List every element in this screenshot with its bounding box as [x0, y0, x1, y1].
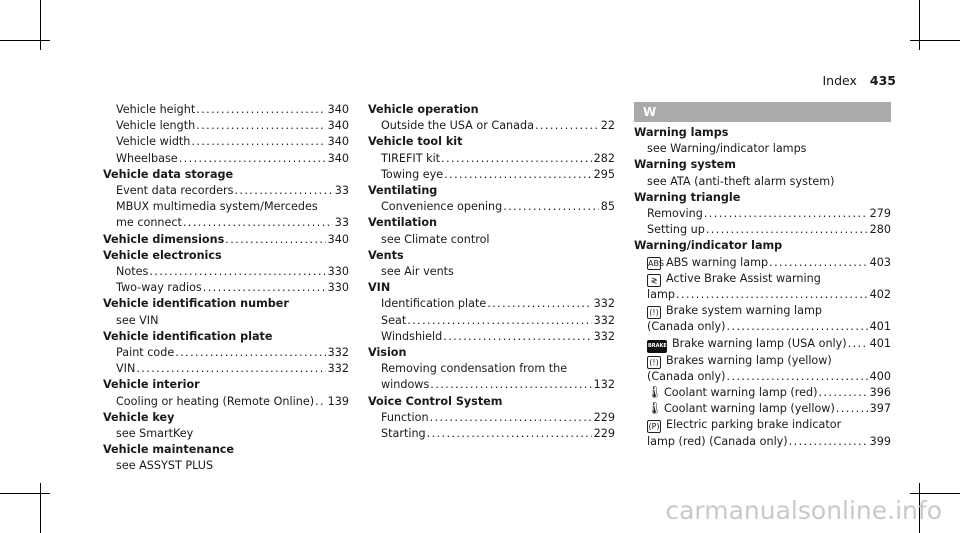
index-subentry[interactable]	[634, 255, 891, 271]
index-term-line: MBUX multimedia system/Mercedes	[116, 200, 318, 214]
page-ref: 340	[327, 103, 349, 116]
cross-reference[interactable]: see Air vents	[381, 265, 454, 279]
section-letter-bar: W	[634, 102, 891, 122]
index-entry	[103, 410, 349, 442]
brake-system-icon: (!)	[647, 356, 661, 369]
dot-leader	[848, 336, 868, 352]
index-entry	[634, 238, 891, 449]
cross-reference[interactable]: see ASSYST PLUS	[116, 459, 214, 473]
index-entry	[103, 232, 349, 248]
page-ref: 396	[869, 386, 891, 400]
index-term: lamp (red) (Canada only)	[647, 434, 788, 448]
index-heading-row[interactable]	[103, 232, 349, 248]
index-entry	[368, 183, 615, 215]
index-subentry[interactable]	[103, 215, 349, 231]
dot-leader	[727, 319, 868, 335]
page-ref: 282	[593, 151, 615, 165]
index-term-line: Electric parking brake indicator	[666, 418, 842, 432]
index-heading: Vision	[368, 346, 407, 360]
page-ref: 279	[869, 207, 891, 221]
page-ref: 33	[334, 184, 349, 198]
index-term: Vehicle length	[116, 119, 196, 133]
index-heading: Vehicle electronics	[103, 248, 222, 262]
index-term: (Canada only)	[647, 369, 726, 383]
index-column-1	[103, 102, 349, 475]
section-label: Index	[822, 73, 857, 88]
index-entry	[103, 377, 349, 409]
index-term: windows	[381, 378, 430, 392]
dot-leader	[441, 151, 592, 167]
page-ref: 399	[869, 434, 891, 448]
index-term: Outside the USA or Canada	[381, 119, 534, 133]
index-entry	[103, 102, 349, 167]
index-heading: Ventilating	[368, 184, 438, 198]
index-subentry[interactable]	[634, 385, 891, 401]
page-ref: 332	[327, 362, 349, 376]
page-ref: 397	[869, 402, 891, 416]
page-ref: 229	[593, 427, 615, 441]
index-subentry[interactable]	[103, 102, 349, 118]
index-heading: Vehicle maintenance	[103, 443, 235, 457]
index-subentry[interactable]	[368, 167, 615, 183]
index-subentry-line	[103, 199, 349, 215]
dot-leader	[196, 118, 325, 134]
page-number: 435	[869, 73, 896, 88]
page-ref: 229	[593, 410, 615, 424]
index-entry	[368, 345, 615, 394]
index-term: VIN	[116, 362, 136, 376]
index-heading: Vehicle data storage	[103, 167, 234, 181]
index-term: Convenience opening	[381, 200, 503, 214]
dot-leader	[430, 410, 592, 426]
cross-reference[interactable]: see ATA (anti-theft alarm system)	[647, 174, 835, 188]
index-column-3	[634, 102, 891, 450]
page-ref: 332	[593, 329, 615, 343]
abs-warning-icon: ABS	[648, 258, 664, 268]
index-heading: Vehicle identification number	[103, 297, 289, 311]
index-subentry[interactable]	[103, 394, 349, 410]
page-header	[823, 73, 897, 88]
index-subentry[interactable]	[368, 329, 615, 345]
dot-leader	[179, 151, 326, 167]
index-subentry[interactable]	[103, 264, 349, 280]
index-heading: Warning/indicator lamp	[634, 239, 783, 253]
dot-leader	[149, 264, 325, 280]
index-subentry[interactable]	[634, 287, 891, 303]
index-term: Removing	[647, 207, 703, 221]
index-subentry[interactable]	[634, 222, 891, 238]
dot-leader	[427, 426, 592, 442]
page-ref: 33	[334, 216, 349, 230]
dot-leader	[315, 394, 326, 410]
index-subentry-line	[634, 353, 891, 369]
index-subentry[interactable]	[103, 280, 349, 296]
crop-mark	[910, 493, 960, 494]
index-term: Starting	[381, 427, 426, 441]
index-entry	[368, 280, 615, 345]
index-entry	[368, 134, 615, 183]
brake-assist-off-icon: ≷	[647, 274, 661, 287]
page-ref: 340	[327, 151, 349, 165]
index-subentry[interactable]	[634, 434, 891, 450]
index-subentry[interactable]	[634, 336, 891, 353]
page-ref: 401	[869, 320, 891, 334]
dot-leader	[196, 102, 325, 118]
page-ref: 332	[593, 297, 615, 311]
index-term: Seat	[381, 313, 407, 327]
index-subentry[interactable]	[103, 183, 349, 199]
page-ref: 280	[869, 223, 891, 237]
coolant-temperature-icon: 🌡	[647, 385, 663, 400]
index-term: ABS warning lamp	[666, 255, 769, 269]
index-entry	[368, 102, 615, 134]
cross-reference[interactable]: see VIN	[116, 313, 159, 327]
index-heading: VIN	[368, 281, 391, 295]
index-entry	[103, 167, 349, 232]
index-subentry[interactable]	[634, 369, 891, 385]
index-heading: Voice Control System	[368, 394, 503, 408]
page-ref: 403	[869, 255, 891, 269]
index-term: Towing eye	[381, 167, 444, 181]
index-term-line: Active Brake Assist warning	[666, 271, 821, 285]
dot-leader	[136, 361, 325, 377]
dot-leader	[183, 215, 333, 231]
index-heading: Ventilation	[368, 216, 437, 230]
dot-leader	[175, 345, 325, 361]
index-term: Coolant warning lamp (red)	[664, 386, 818, 400]
index-term: Coolant warning lamp (yellow)	[664, 402, 835, 416]
crop-mark	[910, 40, 960, 41]
index-heading: Vents	[368, 248, 404, 262]
index-term: (Canada only)	[647, 320, 726, 334]
index-heading: Vehicle dimensions	[103, 232, 225, 246]
dot-leader	[769, 255, 868, 271]
dot-leader	[487, 296, 591, 312]
index-subentry[interactable]	[103, 118, 349, 134]
page-ref: 295	[593, 167, 615, 181]
dot-leader	[503, 199, 599, 215]
dot-leader	[203, 280, 326, 296]
page-ref: 402	[869, 288, 891, 302]
dot-leader	[535, 118, 599, 134]
index-subentry[interactable]	[634, 319, 891, 335]
crop-mark	[40, 0, 41, 50]
index-subentry[interactable]	[368, 151, 615, 167]
page-ref: 332	[593, 313, 615, 327]
page-ref: 340	[327, 119, 349, 133]
crop-mark	[0, 493, 50, 494]
index-subentry[interactable]	[368, 426, 615, 442]
index-subentry[interactable]	[368, 377, 615, 393]
cross-reference[interactable]: see SmartKey	[116, 427, 194, 441]
page-ref: 340	[327, 135, 349, 149]
brake-text-icon: BRAKE	[647, 340, 667, 353]
dot-leader	[704, 206, 868, 222]
index-entry	[634, 157, 891, 189]
index-heading: Vehicle identification plate	[103, 329, 273, 343]
index-subentry[interactable]	[634, 206, 891, 222]
index-term: TIREFIT kit	[381, 151, 441, 165]
page-ref: 400	[869, 369, 891, 383]
index-column-2	[368, 102, 615, 442]
index-entry	[634, 190, 891, 239]
index-term-line: Brake system warning lamp	[666, 304, 822, 318]
dot-leader	[430, 377, 591, 393]
dot-leader	[407, 313, 591, 329]
index-heading: Vehicle key	[103, 410, 175, 424]
page-ref: 332	[327, 346, 349, 360]
dot-leader	[789, 434, 868, 450]
index-subentry[interactable]	[103, 361, 349, 377]
parking-brake-icon: (P)	[648, 422, 660, 432]
index-term: Function	[381, 410, 429, 424]
crop-mark	[919, 0, 920, 50]
index-term: Notes	[116, 265, 149, 279]
cross-reference[interactable]: see Climate control	[381, 232, 490, 246]
index-subentry[interactable]	[368, 410, 615, 426]
coolant-temperature-icon: 🌡	[647, 401, 663, 416]
dot-leader	[706, 222, 868, 238]
page-ref: 85	[600, 200, 615, 214]
index-term-line: Brakes warning lamp (yellow)	[666, 353, 832, 367]
index-entry	[103, 442, 349, 474]
index-term: Event data recorders	[116, 184, 234, 198]
index-entry	[634, 125, 891, 157]
index-term: Wheelbase	[116, 151, 178, 165]
index-heading: Vehicle operation	[368, 103, 479, 116]
index-term: Cooling or heating (Remote Online)	[116, 394, 315, 408]
index-entry	[103, 248, 349, 297]
index-heading: Warning lamps	[634, 126, 729, 139]
dot-leader	[225, 232, 325, 248]
index-subentry-line	[634, 271, 891, 287]
index-subentry-line	[634, 303, 891, 319]
index-entry	[103, 296, 349, 328]
index-heading: Vehicle interior	[103, 378, 200, 392]
index-entry	[368, 248, 615, 280]
index-term-line: Removing condensation from the	[381, 362, 568, 376]
index-subentry[interactable]	[103, 345, 349, 361]
watermark: carmanualsonline.info	[665, 496, 942, 525]
page-ref: 401	[869, 336, 891, 350]
dot-leader	[818, 385, 867, 401]
index-subentry[interactable]	[368, 313, 615, 329]
index-term: lamp	[647, 288, 675, 302]
index-entry	[368, 394, 615, 443]
index-term: me connect	[116, 216, 182, 230]
index-term: Vehicle width	[116, 135, 191, 149]
dot-leader	[727, 369, 868, 385]
brake-system-icon: (!)	[647, 306, 661, 319]
index-heading: Warning system	[634, 158, 736, 172]
index-term: Windshield	[381, 329, 443, 343]
index-subentry[interactable]	[368, 296, 615, 312]
index-entry	[368, 215, 615, 247]
dot-leader	[234, 183, 332, 199]
index-subentry[interactable]	[103, 151, 349, 167]
index-subentry-line	[634, 417, 891, 433]
index-heading: Warning triangle	[634, 190, 741, 204]
cross-reference[interactable]: see Warning/indicator lamps	[647, 142, 807, 156]
index-subentry[interactable]	[634, 401, 891, 417]
index-term: Paint code	[116, 346, 175, 360]
crop-mark	[40, 483, 41, 533]
page-ref: 139	[327, 394, 349, 408]
dot-leader	[836, 401, 868, 417]
index-term: Brake warning lamp (USA only)	[672, 336, 847, 350]
page-ref: 330	[327, 265, 349, 279]
dot-leader	[443, 329, 591, 345]
index-term: Vehicle height	[116, 103, 196, 116]
index-subentry[interactable]	[103, 134, 349, 150]
index-subentry-line	[368, 361, 615, 377]
index-term: Identification plate	[381, 297, 487, 311]
index-entry	[103, 329, 349, 378]
dot-leader	[191, 134, 325, 150]
index-term: Two-way radios	[116, 281, 202, 295]
crop-mark	[0, 40, 50, 41]
index-heading: Vehicle tool kit	[368, 135, 463, 149]
page-ref: 330	[327, 281, 349, 295]
page-ref: 132	[593, 378, 615, 392]
index-subentry[interactable]	[368, 199, 615, 215]
dot-leader	[676, 287, 868, 303]
index-subentry[interactable]	[368, 118, 615, 134]
index-term: Setting up	[647, 223, 705, 237]
page-ref: 22	[600, 119, 615, 133]
page-ref: 340	[327, 232, 349, 246]
dot-leader	[444, 167, 591, 183]
